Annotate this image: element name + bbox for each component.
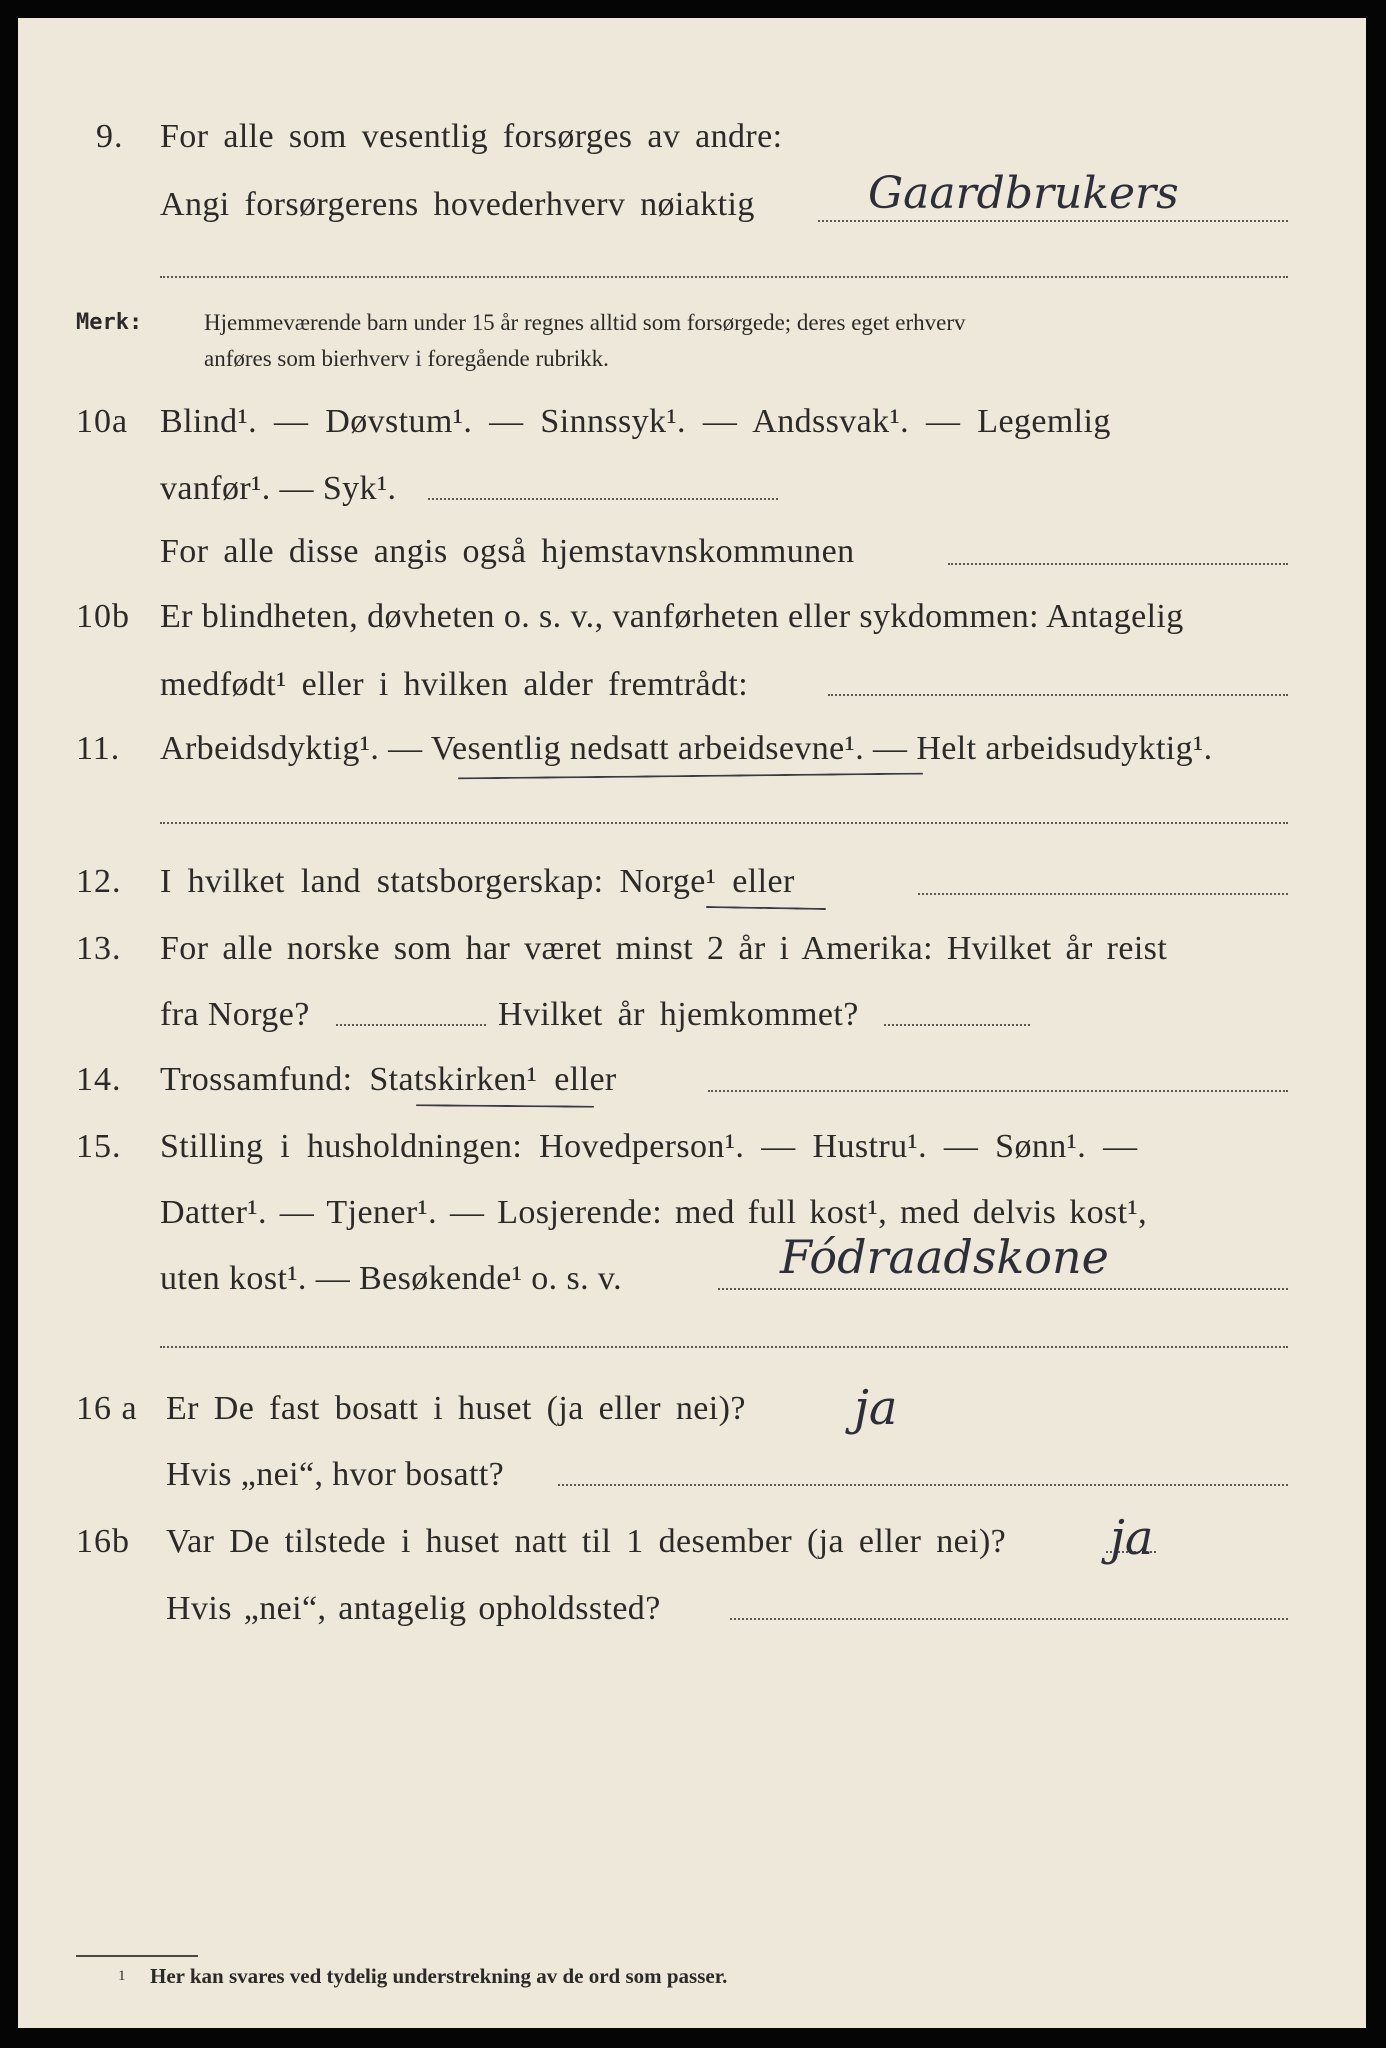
q9-handwritten-answer: Gaardbrukers [868,168,1179,219]
q16a-handwritten-answer: ja [854,1380,898,1436]
q16a-number: 16 a [76,1390,138,1427]
q13-line1: For alle norske som har været minst 2 år i Amerika: Hvilket år reist [160,930,1168,967]
q15-handwritten-answer: Fódraadskone [780,1230,1109,1284]
merk-label: Merk: [76,310,143,335]
q15-extra-line [160,1346,1288,1348]
q10a-line3: For alle disse angis også hjemstavnskommunen [160,533,855,570]
footnote-text: Her kan svares ved tydelig understrekning av de ord som passer. [150,1964,728,1988]
q12-answer-line [918,893,1288,895]
q15-line1: Stilling i husholdningen: Hovedperson¹. — Hustru¹. — Sønn¹. — [160,1128,1138,1165]
q12-question: I hvilket land statsborgerskap: [160,863,620,900]
q16b-number: 16b [76,1523,130,1560]
q11-option-unable: — Helt arbeidsudyktig¹. [864,730,1213,767]
q14-option-state-church: Statskirken¹ [369,1061,538,1098]
q13-departure-year-line [336,1024,486,1026]
q11-option-able: Arbeidsdyktig¹. — [160,730,431,767]
q9-number: 9. [96,118,124,155]
q10a-number: 10a [76,403,129,440]
q11-extra-line [160,822,1288,824]
q16b-line1: Var De tilstede i huset natt til 1 desember (ja eller nei)? [166,1523,1007,1560]
q16b-line2: Hvis „nei“, antagelig opholdssted? [166,1590,661,1627]
footnote-rule [76,1955,198,1957]
q12-handwritten-underline [706,906,826,910]
q10b-line2: medfødt¹ eller i hvilken alder fremtrådt: [160,666,749,703]
q12-number: 12. [76,863,122,900]
q13-line2b: Hvilket år hjemkommet? [498,996,859,1033]
q12-line [160,863,795,901]
q10a-home-municipality-line [948,563,1288,565]
q9-line1: For alle som vesentlig forsørges av andre: [160,118,783,155]
q10a-line1: Blind¹. — Døvstum¹. — Sinnssyk¹. — Andssvak¹. — Legemlig [160,403,1111,440]
q10b-answer-line [828,694,1288,696]
q16a-residence-line [558,1484,1288,1486]
q9-line2: Angi forsørgerens hovederhverv nøiaktig [160,186,755,223]
q16b-whereabouts-line [730,1618,1288,1620]
q12-option-norway: Norge¹ [619,863,717,900]
merk-line2: anføres som bierhverv i foregående rubrikk. [204,346,609,371]
q12-option-other: eller [716,863,795,900]
q15-line2: Datter¹. — Tjener¹. — Losjerende: med full kost¹, med delvis kost¹, [160,1194,1147,1231]
q14-option-other: eller [537,1061,617,1098]
footnote-mark: 1 [118,1968,126,1984]
q9-extra-line [160,276,1288,278]
q11-handwritten-underline [458,773,923,780]
q13-number: 13. [76,930,122,967]
q16a-line2: Hvis „nei“, hvor bosatt? [166,1456,505,1493]
q14-handwritten-underline [416,1104,594,1108]
q15-answer-line [718,1288,1288,1290]
census-form-page [18,18,1366,2028]
q10a-line2: vanfør¹. — Syk¹. [160,470,397,507]
q11-line [160,730,1213,768]
q10b-line1: Er blindheten, døvheten o. s. v., vanførheten eller sykdommen: Antagelig [160,598,1184,635]
q14-answer-line [708,1090,1288,1092]
q13-return-year-line [884,1024,1030,1026]
merk-line1: Hjemmeværende barn under 15 år regnes alltid som forsørgede; deres eget erhverv [204,310,966,335]
q16a-line1: Er De fast bosatt i huset (ja eller nei)? [166,1390,746,1427]
q9-answer-line [818,220,1288,222]
q10a-sick-line [428,498,778,500]
q15-line3: uten kost¹. — Besøkende¹ o. s. v. [160,1260,623,1297]
q16b-handwritten-answer: ja [1110,1510,1154,1566]
q11-number: 11. [76,730,121,767]
q14-question: Trossamfund: [160,1061,370,1098]
q14-line [160,1061,617,1099]
q14-number: 14. [76,1061,122,1098]
q11-option-reduced: Vesentlig nedsatt arbeidsevne¹. [430,730,865,767]
q15-number: 15. [76,1128,122,1165]
q10b-number: 10b [76,598,130,635]
q13-line2a: fra Norge? [160,996,310,1033]
